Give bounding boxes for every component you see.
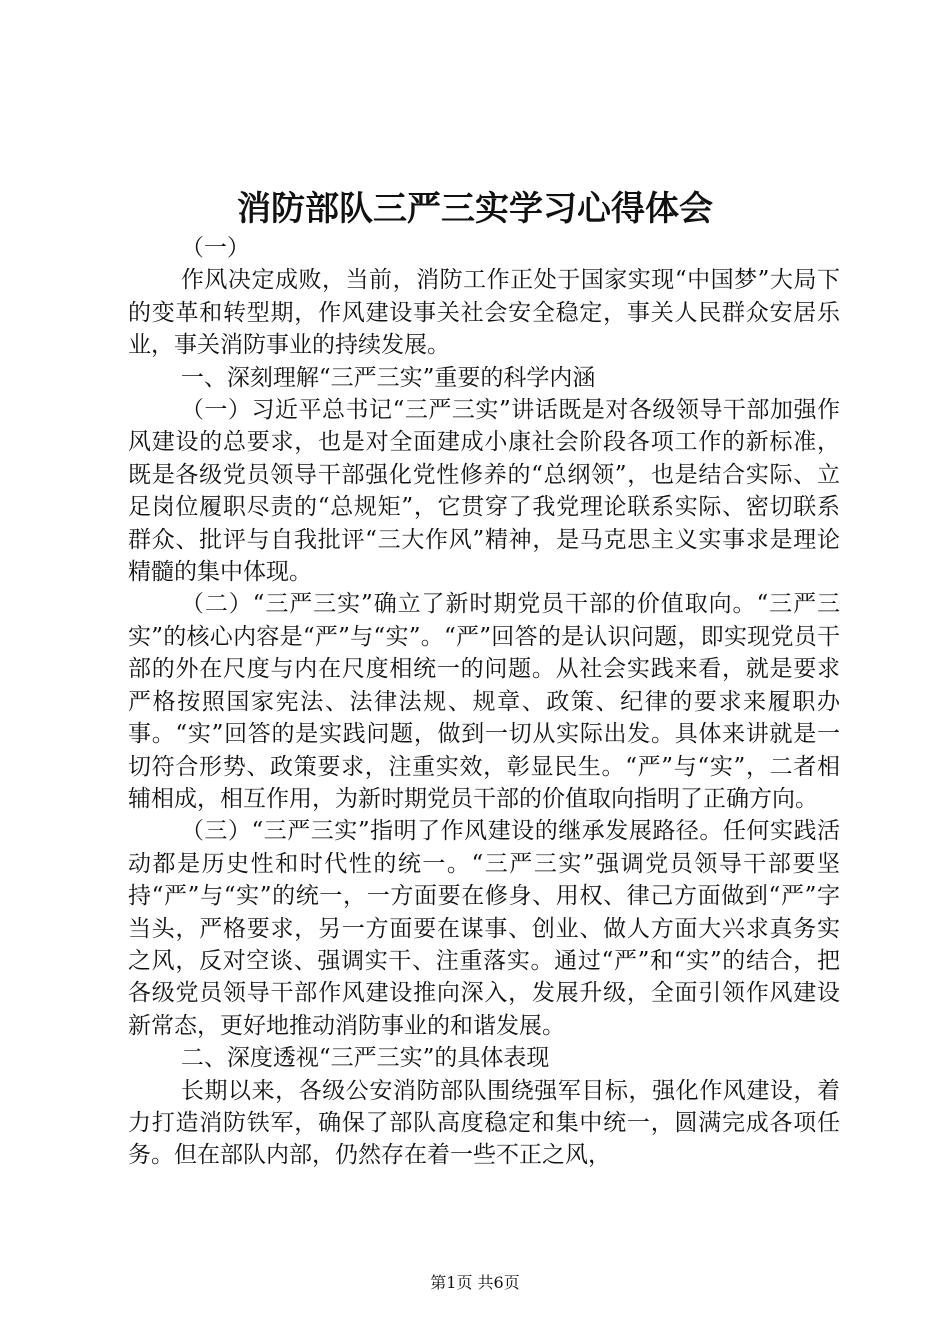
paragraph-point-2: （二）“三严三实”确立了新时期党员干部的价值取向。“三严三实”的核心内容是“严”与“实”。“严”回答的是认识问题，即实现党员干部的外在尺度与内在尺度相统一的问题。从社会实践来看，就是要求严格按照国家宪法、法律法规、规章、政策、纪律的要求来履职办事。“实”回答的是实践问题，做到一切从实际出发。具体来讲就是一切符合形势、政策要求，注重实效，彰显民生。“严”与“实”，二者相辅相成，相互作用，为新时期党员干部的价值取向指明了正确方向。 — [128, 591, 840, 812]
section-heading-1: 一、深刻理解“三严三实”重要的科学内涵 — [180, 364, 596, 391]
section-marker: （一） — [180, 235, 250, 261]
document-title: 消防部队三严三实学习心得体会 — [237, 189, 713, 229]
paragraph-point-1: （一）习近平总书记“三严三实”讲话既是对各级领导干部加强作风建设的总要求，也是对全面建成小康社会阶段各项工作的新标准，既是各级党员领导干部强化党性修养的“总纲领”，也是结合实际、立足岗位履职尽责的“总规矩”，它贯穿了我党理论联系实际、密切联系群众、批评与自我批评“三大作风”精神，是马克思主义实事求是理论精髓的集中体现。 — [128, 397, 840, 586]
intro-paragraph: 作风决定成败，当前，消防工作正处于国家实现“中国梦”大局下的变革和转型期，作风建设事关社会安全稳定，事关人民群众安居乐业，事关消防事业的持续发展。 — [128, 267, 840, 359]
section-heading-2: 二、深度透视“三严三实”的具体表现 — [180, 1045, 550, 1072]
paragraph-section-2: 长期以来，各级公安消防部队围绕强军目标，强化作风建设，着力打造消防铁军，确保了部队高度稳定和集中统一，圆满完成各项任务。但在部队内部，仍然存在着一些不正之风， — [128, 1077, 840, 1169]
paragraph-point-3: （三）“三严三实”指明了作风建设的继承发展路径。任何实践活动都是历史性和时代性的统一。“三严三实”强调党员领导干部要坚持“严”与“实”的统一，一方面要在修身、用权、律己方面做到“严”字当头，严格要求，另一方面要在谋事、创业、做人方面大兴求真务实之风，反对空谈、强调实干、注重落实。通过“严”和“实”的结合，把各级党员领导干部作风建设推向深入，发展升级，全面引领作风建设新常态，更好地推动消防事业的和谐发展。 — [128, 818, 840, 1039]
document-body — [128, 232, 840, 1172]
page-number-footer: 第1页 共6页 — [430, 1273, 520, 1292]
